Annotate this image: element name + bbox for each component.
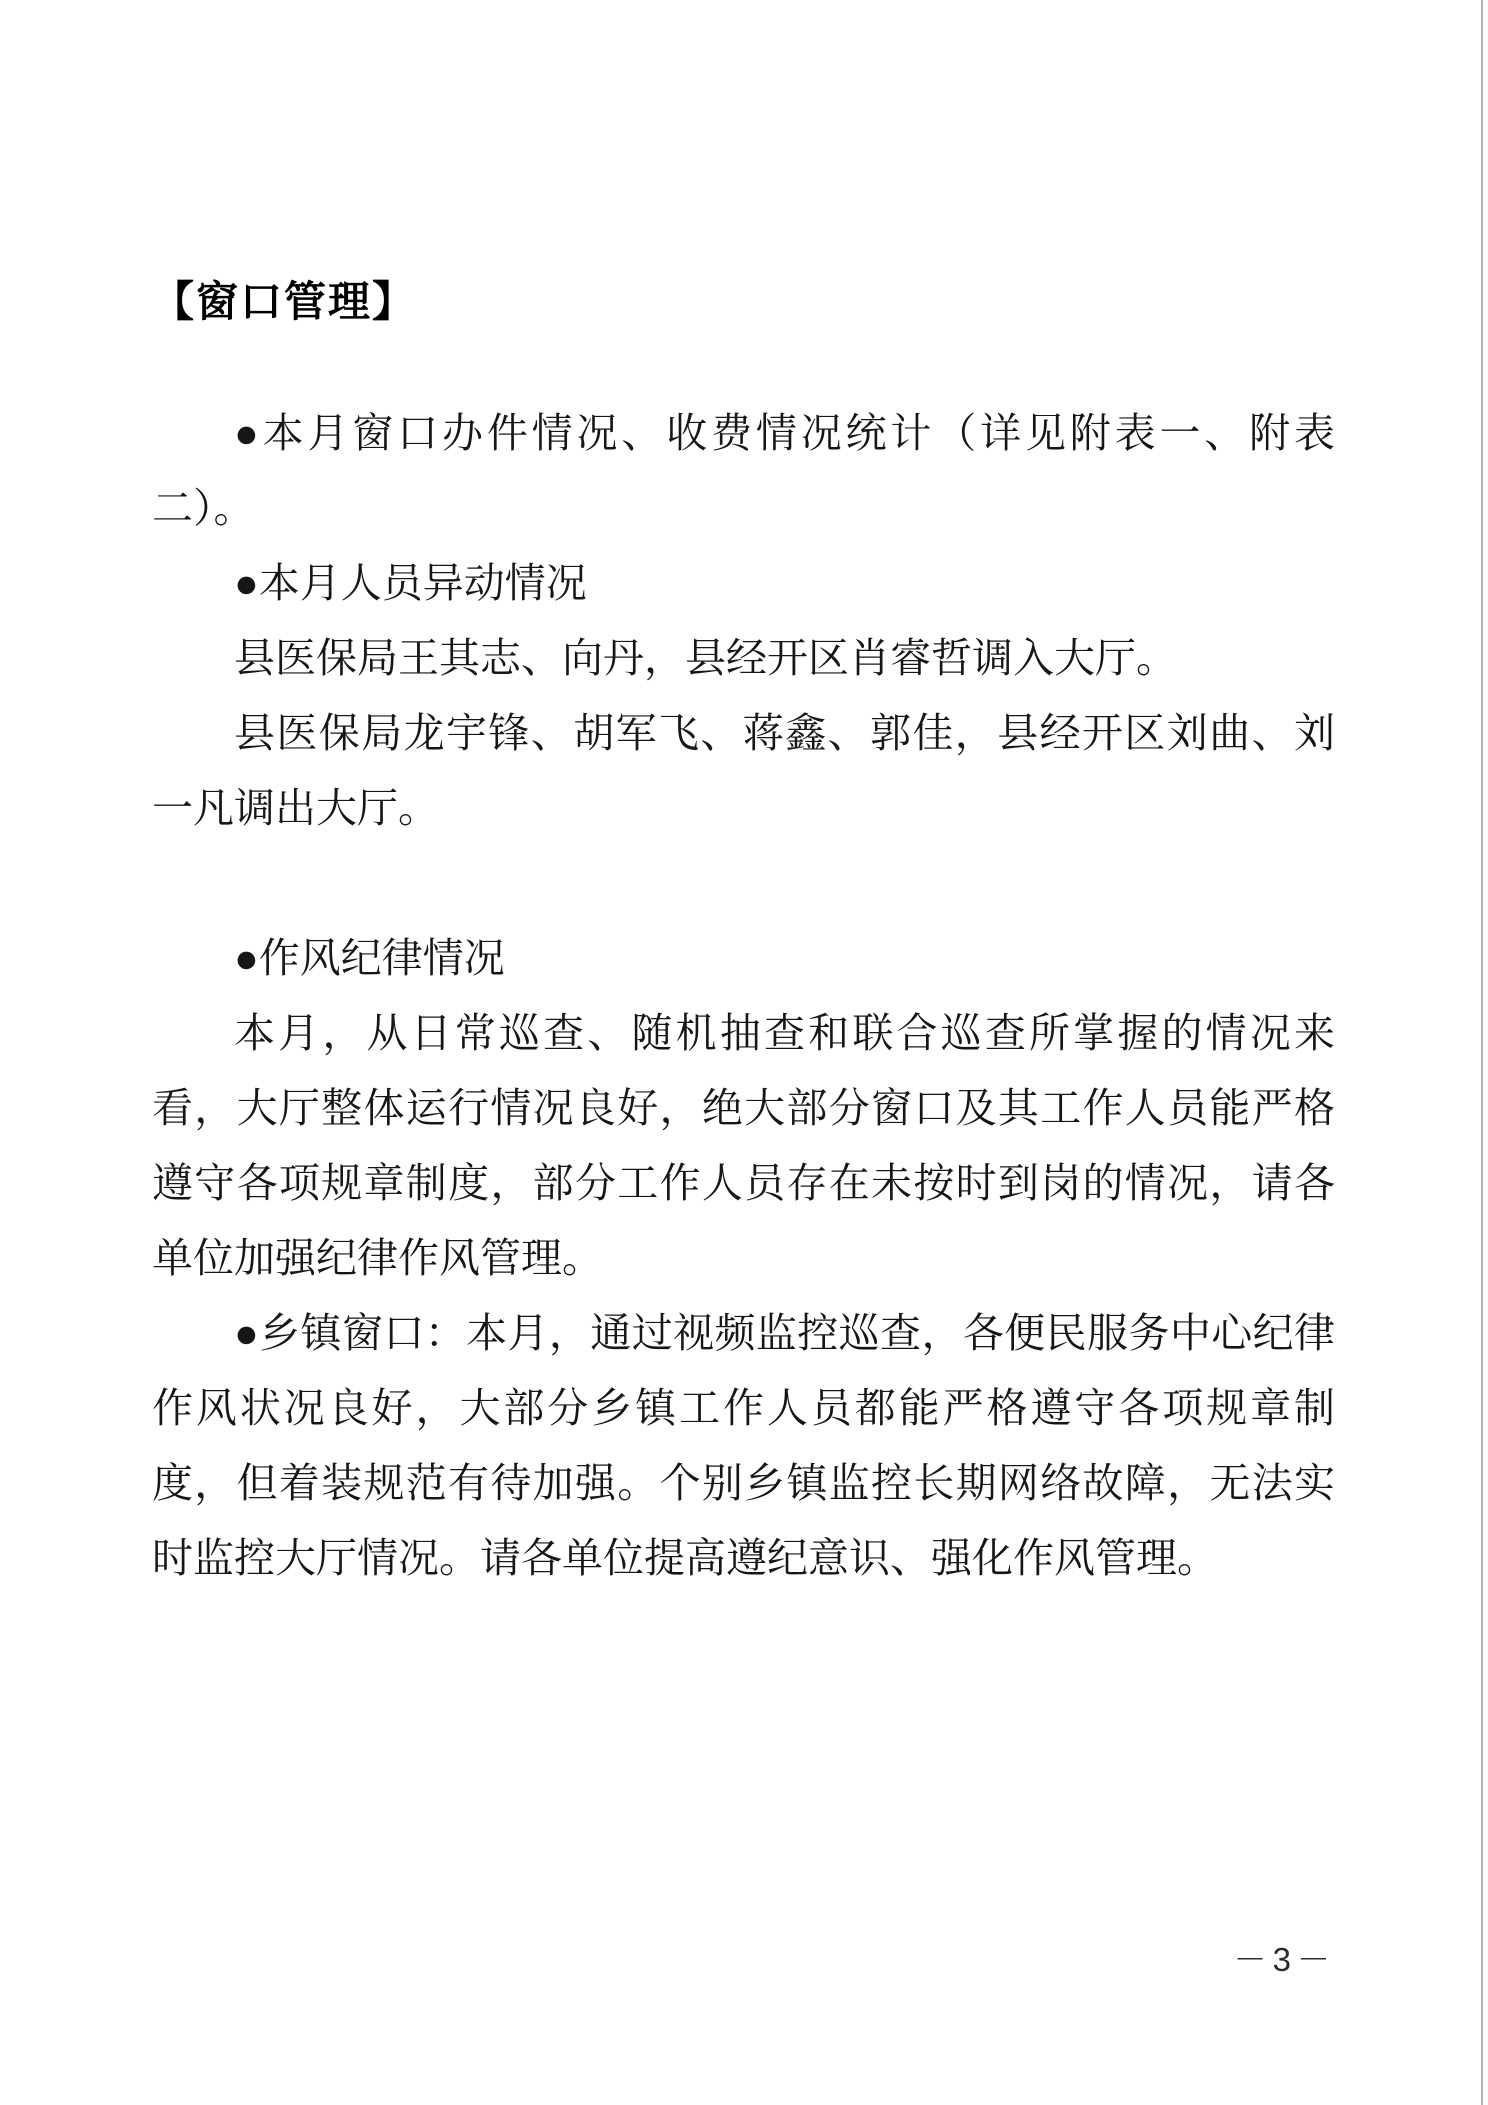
paragraph-window-stats: ●本月窗口办件情况、收费情况统计（详见附表一、附表二）。 — [152, 410, 1335, 531]
page-number: －3－ — [1233, 1941, 1336, 1978]
paragraph-discipline-heading: ●作风纪律情况 — [234, 935, 505, 981]
page-edge-line — [1481, 0, 1483, 2105]
paragraph-staff-transfer-in: 县医保局王其志、向丹，县经开区肖睿哲调入大厅。 — [234, 635, 1177, 681]
paragraph-discipline-detail: 本月，从日常巡查、随机抽查和联合巡查所掌握的情况来看，大厅整体运行情况良好，绝大部分窗口及其工作人员能严格遵守各项规章制度，部分工作人员存在未按时到岗的情况，请各单位加强纪律作风管理。 — [152, 1010, 1335, 1281]
paragraph-township-windows: ●乡镇窗口：本月，通过视频监控巡查，各便民服务中心纪律作风状况良好，大部分乡镇工作人员都能严格遵守各项规章制度，但着装规范有待加强。个别乡镇监控长期网络故障，无法实时监控大厅情况。请各单位提高遵纪意识、强化作风管理。 — [152, 1310, 1335, 1581]
paragraph-staff-changes-heading: ●本月人员异动情况 — [234, 560, 587, 606]
section-heading: 【窗口管理】 — [152, 278, 417, 325]
paragraph-staff-transfer-out: 县医保局龙宇锋、胡军飞、蒋鑫、郭佳，县经开区刘曲、刘一凡调出大厅。 — [152, 710, 1335, 831]
